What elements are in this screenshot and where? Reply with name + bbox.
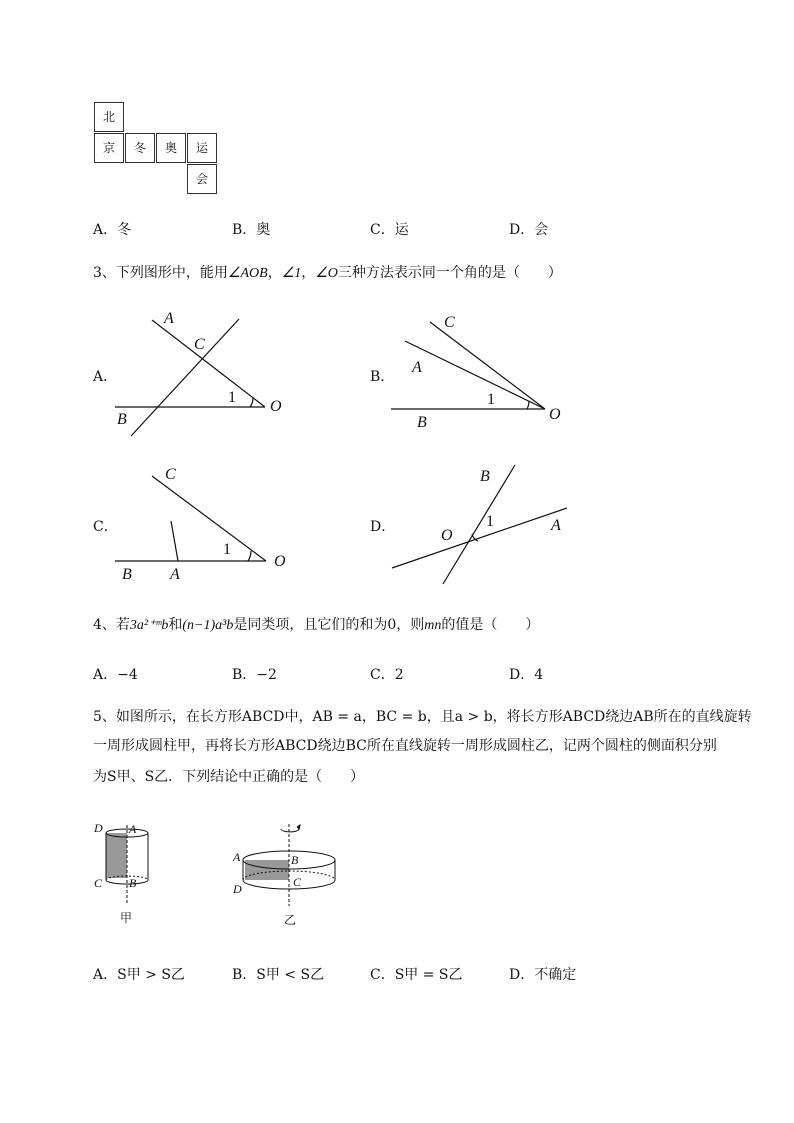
q3-label-b: B． [370, 369, 395, 385]
q2-option-a: A．冬 [93, 222, 132, 238]
q3-number: 3、 [93, 265, 116, 281]
fig-d-label: B [480, 468, 490, 485]
net-cell: 冬 [125, 133, 155, 163]
q4-term2: (n−1)a³b [182, 618, 234, 633]
net-cell: 京 [94, 133, 124, 163]
q4-text-post1: 是同类项，且它们的和为0，则 [233, 617, 425, 633]
q4-text-pre: 若 [115, 617, 130, 633]
fig-d-label: A [551, 517, 561, 534]
q3-angle-aob: ∠AOB [227, 266, 268, 281]
jia-label: C [94, 876, 103, 890]
q4-option-a: A．−4 [93, 667, 138, 683]
q3-angle-1: ∠1 [281, 266, 302, 281]
jia-label: A [129, 822, 137, 836]
q3-text-pre: 下列图形中，能用 [115, 265, 228, 281]
q4-text-mid: 和 [168, 617, 183, 633]
fig-c-label: O [274, 553, 286, 570]
yi-label: D [233, 882, 242, 896]
jia-label: D [94, 821, 103, 835]
q3-label-d: D． [370, 519, 396, 535]
q4-number: 4、 [93, 617, 116, 633]
fig-a-label: B [117, 411, 127, 428]
yi-label: A [233, 850, 241, 864]
q4-var: mn [424, 618, 442, 633]
fig-a-label: A [164, 310, 174, 327]
q5-option-b: B．S甲 < S乙 [232, 967, 325, 983]
yi-label: B [291, 853, 299, 867]
q5-line-2: 一周形成圆柱甲，再将长方形ABCD绕边BC所在直线旋转一周形成圆柱乙，记两个圆柱的侧面积分别 [93, 738, 717, 754]
fig-a-label: C [194, 336, 205, 353]
q3-stem [93, 262, 562, 282]
q4-stem [93, 614, 539, 634]
yi-caption: 乙 [284, 913, 297, 927]
jia-caption: 甲 [120, 911, 133, 925]
q3-text-post: 三种方法表示同一个角的是（ ） [337, 265, 562, 281]
yi-label: C [293, 875, 302, 889]
fig-c-label: B [122, 566, 132, 583]
q2-option-d: D．会 [509, 222, 549, 238]
fig-b-label: A [412, 359, 422, 376]
q3-sep: ， [301, 265, 316, 281]
fig-a-label: O [270, 398, 282, 415]
q5-option-c: C．S甲 = S乙 [370, 967, 463, 983]
q5-line-1: 5、如图所示，在长方形ABCD中，AB = a，BC = b，且a > b，将长方形ABCD绕边AB所在的直线旋转 [93, 709, 752, 725]
fig-c-label: C [165, 466, 176, 483]
q4-option-b: B．−2 [232, 667, 277, 683]
q4-term1: 3a²⁺ᵐb [129, 618, 169, 633]
q2-option-b: B．奥 [232, 222, 271, 238]
q4-option-c: C．2 [370, 667, 404, 683]
shaded-rectangle [106, 833, 127, 878]
q5-option-d: D．不确定 [509, 967, 577, 983]
net-cell: 会 [187, 164, 217, 194]
fig-d-label: O [441, 527, 453, 544]
net-cell: 运 [187, 133, 217, 163]
q3-sep: ， [267, 265, 282, 281]
fig-c-label: A [170, 566, 180, 583]
fig-c-label: 1 [223, 541, 231, 558]
q5-line-3: 为S甲、S乙．下列结论中正确的是（ ） [93, 769, 365, 785]
fig-d-label: 1 [486, 513, 494, 530]
q3-label-c: C． [93, 519, 118, 535]
q3-angle-o: ∠O [315, 266, 338, 281]
fig-b-label: C [444, 314, 455, 331]
fig-a-label: 1 [228, 389, 236, 406]
q4-text-post2: 的值是（ ） [441, 617, 540, 633]
net-cell: 奥 [156, 133, 186, 163]
fig-b-label: O [549, 406, 561, 423]
q2-option-c: C．运 [370, 222, 409, 238]
q5-option-a: A．S甲 > S乙 [93, 967, 185, 983]
fig-b-label: 1 [487, 391, 495, 408]
q4-option-d: D．4 [509, 667, 544, 683]
fig-b-label: B [417, 414, 427, 431]
shaded-rectangle [245, 860, 289, 880]
net-cell: 北 [94, 102, 124, 132]
q3-label-a: A． [93, 369, 118, 385]
jia-label: B [129, 876, 137, 890]
